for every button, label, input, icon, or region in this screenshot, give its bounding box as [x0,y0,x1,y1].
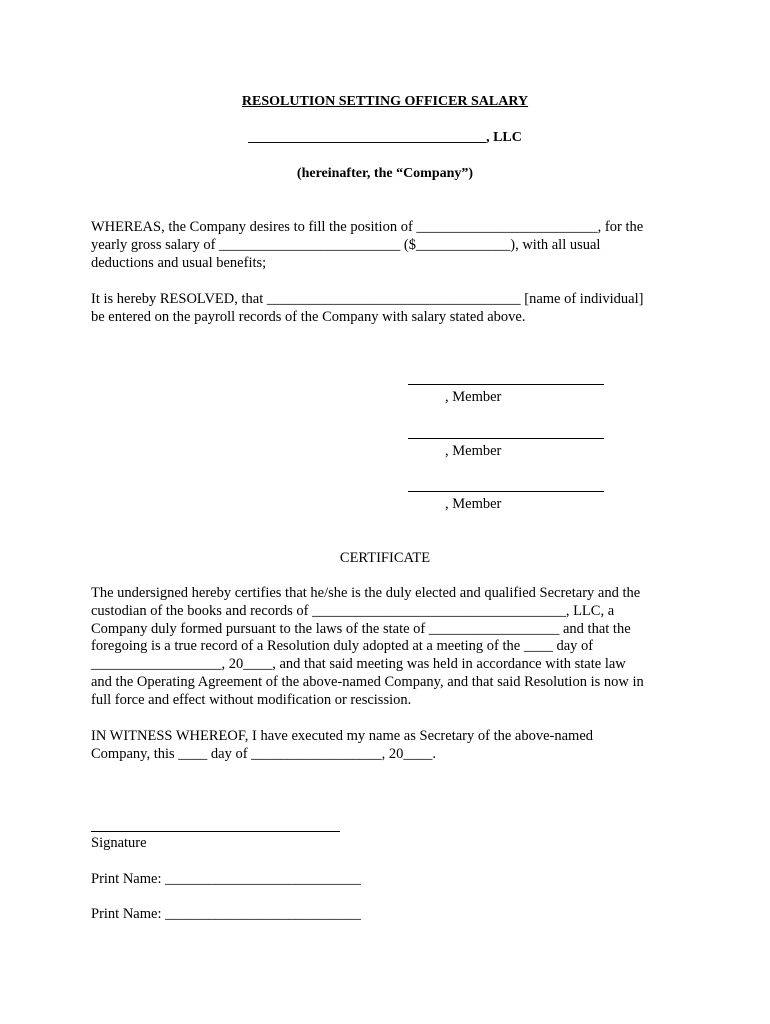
whereas-line: yearly gross salary of _________________________ ($_____________), with all usual [91,236,601,253]
certificate-line: The undersigned hereby certifies that he/she is the duly elected and qualified Secretary and the [91,585,641,601]
certificate-line: foregoing is a true record of a Resolution duly adopted at a meeting of the ____ day of [91,638,594,655]
certificate-line: and the Operating Agreement of the above-named Company, and that said Resolution is now in [91,673,644,690]
print-name-field: Print Name: ___________________________ [91,906,361,922]
signature-label: Signature [91,835,147,851]
signature-line [91,831,340,832]
certificate-line: Company duly formed pursuant to the laws of the state of __________________ and that the [91,620,631,637]
certificate-line: __________________, 20____, and that said meeting was held in accordance with state law [91,656,626,673]
certificate-line: full force and effect without modification or rescission. [91,691,412,708]
resolved-line: It is hereby RESOLVED, that ___________________________________ [name of individual] [91,291,644,307]
resolved-paragraph [91,291,680,327]
certificate-paragraph [91,585,691,710]
whereas-line: WHEREAS, the Company desires to fill the position of _________________________, for the [91,219,644,235]
print-name-field: Print Name: ___________________________ [91,871,361,887]
member-signature-line [408,384,604,385]
witness-line: IN WITNESS WHEREOF, I have executed my name as Secretary of the above-named [91,728,594,744]
company-name-line: __________________________________, LLC [248,130,522,145]
whereas-paragraph [91,219,680,272]
certificate-heading: CERTIFICATE [339,550,431,566]
member-label: , Member [445,443,502,459]
witness-line: Company, this ____ day of __________________, 20____. [91,745,437,762]
whereas-line: deductions and usual benefits; [91,254,267,271]
document-title: RESOLUTION SETTING OFFICER SALARY [241,94,529,109]
member-label: , Member [445,496,502,512]
certificate-line: custodian of the books and records of ___________________________________, LLC, a [91,602,615,619]
member-signature-line [408,491,604,492]
member-signature-line [408,438,604,439]
hereinafter-note: (hereinafter, the “Company”) [296,166,474,181]
member-label: , Member [445,389,502,405]
resolved-line: be entered on the payroll records of the Company with salary stated above. [91,308,526,325]
witness-paragraph [91,728,691,764]
